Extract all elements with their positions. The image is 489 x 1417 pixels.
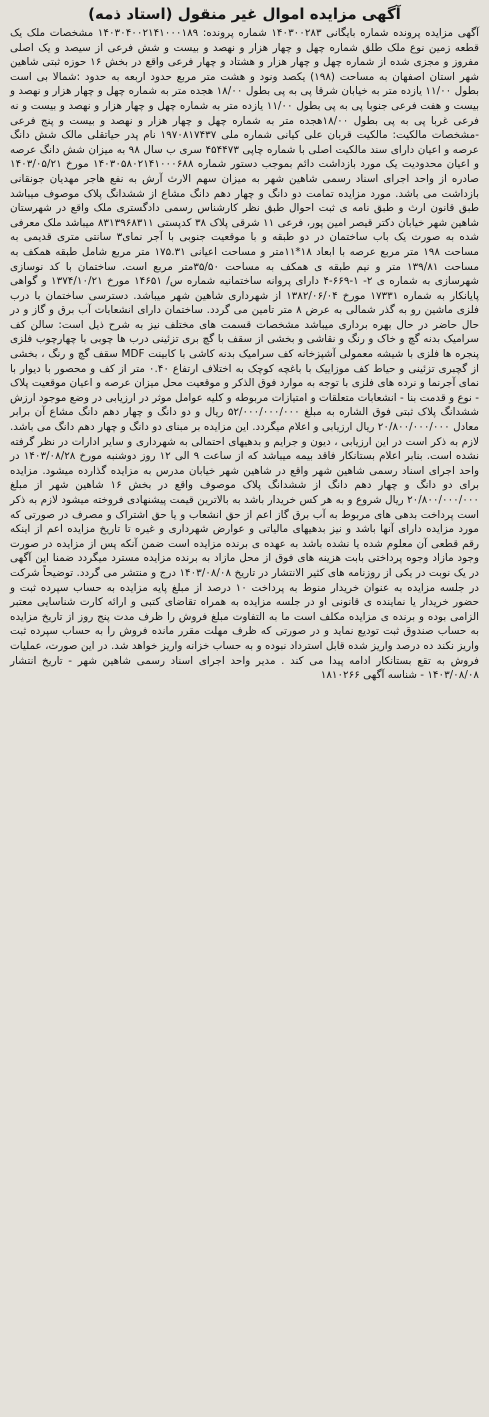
notice-paragraph: آگهی مزایده پرونده شماره بایگانی ۱۴۰۳۰۰۲۸۳ شماره پرونده: ۱۴۰۳۰۴۰۰۲۱۴۱۰۰۰۱۸۹ مشخصات ملک یک قطعه زمین نوع ملک طلق شماره چهل و چهار هزار و نهصد و بیست و شش فرعی از سیصد و یک اصلی مفروز و مجزی شده از شماره چهل و چهار هزار و هشتاد و چهار فرعی واقع در بخش ۱۶ حوزه ثبتی شاهین شهر استان اصفهان به مساحت (۱۹۸) یکصد ونود و هشت متر مربع حدود اربعه به حدود :شمالا بی است بطول ۱۱/۰۰ یازده متر به خیابان شرقا پی به پی بطول ۱۸/۰۰ هجده متر به شماره چهل و چهار هزار و نهصد و بیست و هفت فرعی جنوبا پی به پی بطول ۱۱/۰۰ یازده متر به شماره چهل و چهار هزار و نهصد و بیست و نه فرعی غربا پی به پی بطول ۱۸/۰۰هجده متر به شماره چهل و چهار هزار و نهصد و بیست و پنج فرعی -مشخصات مالکیت: مالکیت قربان علی کیانی شماره ملی ۱۹۷۰۸۱۷۴۳۷ نام پدر حیاتقلی مالک شش دانگ عرصه و اعیان دارای سند مالکیت اصلی با شماره چاپی ۴۵۴۴۷۳ سری ب سال ۹۸ به میزان شش دانگ عرصه و اعیان محدودیت یک مورد بازداشت دائم بموجب دستور شماره ۱۴۰۳۰۵۸۰۲۱۴۱۰۰۰۶۸۸ مورخ ۱۴۰۳/۰۵/۲۱ صادره از واحد اجرای اسناد رسمی شاهین شهر به میزان سهم الارث آرش به نفع هاجر مهدیان جونقانی بازداشت می باشد. مورد مزایده تمامت دو دانگ و چهار دهم دانگ مشاع از ششدانگ پلاک موصوف میباشد طبق قانون ارث و طبق نامه ی ثبت احوال طبق نظر کارشناس رسمی دادگستری ملک واقع در شهرستان شاهین شهر خیابان دکتر قیصر امین پور، فرعی ۱۱ شرقی پلاک ۳۸ کدپستی ۸۳۱۳۹۶۸۳۱۱ میباشد ملک معرفی شده به صورت یک باب ساختمان در دو طبقه و با موقعیت جنوبی با آجر نمای۳ سانتی متری قدیمی به مساحت ۱۹۸ متر مربع عرصه با ابعاد ۱۸*۱۱متر و مساحت اعیانی ۱۷۵.۳۱ متر مربع شامل طبقه همکف به مساحت ۱۳۹/۸۱ متر و نیم طبقه ی همکف به مساحت ۳۵/۵۰متر مربع است. ساختمان با کد نوسازی شهرسازی به شماره ی ۲- ۱-۶۶۹-۴ دارای پروانه ساختمانیه شماره س/ ۱۴۶۵۱ مورخ ۱۳۷۴/۱۰/۲۱ و گواهی پایانکار به شماره ۱۷۳۳۱ مورخ ۱۳۸۲/۰۶/۰۴ از شهرداری شاهین شهر میباشد. دسترسی ساختمان با درب فلزی ماشین رو به گذر شمالی به عرض ۸ متر تامین می گردد. ساختمان دارای انشعابات آب برق و گاز و در حال حاضر در حال بهره برداری میباشد مشخصات قسمت های مختلف نیز به شرح ذیل است: سالن کف سرامیک بدنه گچ و خاک و رنگ و نقاشی و بخشی از سقف با گچ بری تزئینی درب ها چوبی با چهارچوب فلزی پنجره ها فلزی با شیشه معمولی آشپزخانه کف سرامیک بدنه کاشی با کابینت MDF سقف گچ و رنگ ، بخشی از گچبری تزئینی و حیاط کف موزاییک با باغچه کوچک به اختلاف ارتفاع ۰.۴۰ متر از کف و محصور با دیوار با نمای آجرنما و نرده های فلزی با توجه به موارد فوق الذکر و موقعیت محل میزان عرصه و اعیان موقعیت پلاک - نوع و قدمت بنا - انشعابات متعلقات و امتیازات مربوطه و کلیه عوامل موثر در ارزیابی در وضع موجود ارزش ششدانگ پلاک ثبتی فوق الشاره به مبلغ ۵۲/۰۰۰/۰۰۰/۰۰۰ ریال و دو دانگ و چهار دهم دانگ مشاع آن برابر معادل ۲۰/۸۰۰/۰۰۰/۰۰۰ ریال ارزیابی و اعلام میگردد. این مزایده بر مبنای دو دانگ و چهار دهم دانگ می باشد. لازم به ذکر است در این ارزیابی ، دیون و جرایم و بدهیهای احتمالی به شهرداری و سایر ادارات در نظر گرفته نشده است. بنابر اعلام بستانکار فاقد بیمه میباشد که از ساعت ۹ الی ۱۲ روز دوشنبه مورخ ۱۴۰۳/۰۸/۲۸ در واحد اجرای اسناد رسمی شاهین شهر واقع در شاهین شهر خیابان مدرس به مزایده گذارده میشود. مزایده برای دو دانگ و چهار دهم دانگ از ششدانگ پلاک موصوف واقع در بخش ۱۶ شاهین شهر از مبلغ ۲۰/۸۰۰/۰۰۰/۰۰۰ ریال شروع و به هر کس خریدار باشد به بالاترین قیمت پیشنهادی فروخته میشود لازم به ذکر است پرداخت بدهی های مربوط به آب برق گاز اعم از حق انشعاب و یا حق اشتراک و مصرف در صورتی که مورد مزایده دارای آنها باشد و نیز بدهیهای مالیاتی و عوارض شهرداری و غیره تا تاریخ مزایده اعم از اینکه رقم قطعی آن معلوم شده یا نشده باشد به عهده ی برنده مزایده است ضمن آنکه پس از مزایده در صورت وجود مازاد وجوه پرداختی بابت هزینه های فوق از محل مازاد به برنده مزایده مسترد میگردد ضمنا این آگهی در یک نوبت در یکی از روزنامه های کثیر الانتشار در تاریخ ۱۴۰۳/۰۸/۰۸ درج و منتشر می گردد. توضیحاً شرکت در جلسه مزایده به عنوان خریدار منوط به پرداخت ۱۰ درصد از مبلغ پایه مزایده به حساب سپرده ثبت و حضور خریدار یا نماینده ی قانونی او در جلسه مزایده به همراه تقاضای کتبی و ارائه کارت شناسایی معتبر الزامی بوده و برنده ی مزایده مکلف است ما به التفاوت مبلغ فروش را ظرف مدت پنج روز از تاریخ مزایده به حساب صندوق ثبت تودیع نماید و در صورتی که ظرف مهلت مقرر مانده فروش را به حساب سپرده ثبت واریز نکند ده درصد واریز شده قابل استرداد نبوده و به حساب خزانه واریز خواهد شد. در این صورت، عملیات فروش به تقع بستانکار ادامه پیدا می کند . مدیر واحد اجرای اسناد رسمی شاهین شهر - تاریخ انتشار ۱۴۰۳/۰۸/۰۸ - شناسه آگهی ۱۸۱۰۲۶۶ — [10, 27, 480, 682]
notice-body — [10, 26, 479, 683]
notice-title: آگهی مزایده اموال غیر منقول (استاد ذمه) — [88, 5, 401, 23]
